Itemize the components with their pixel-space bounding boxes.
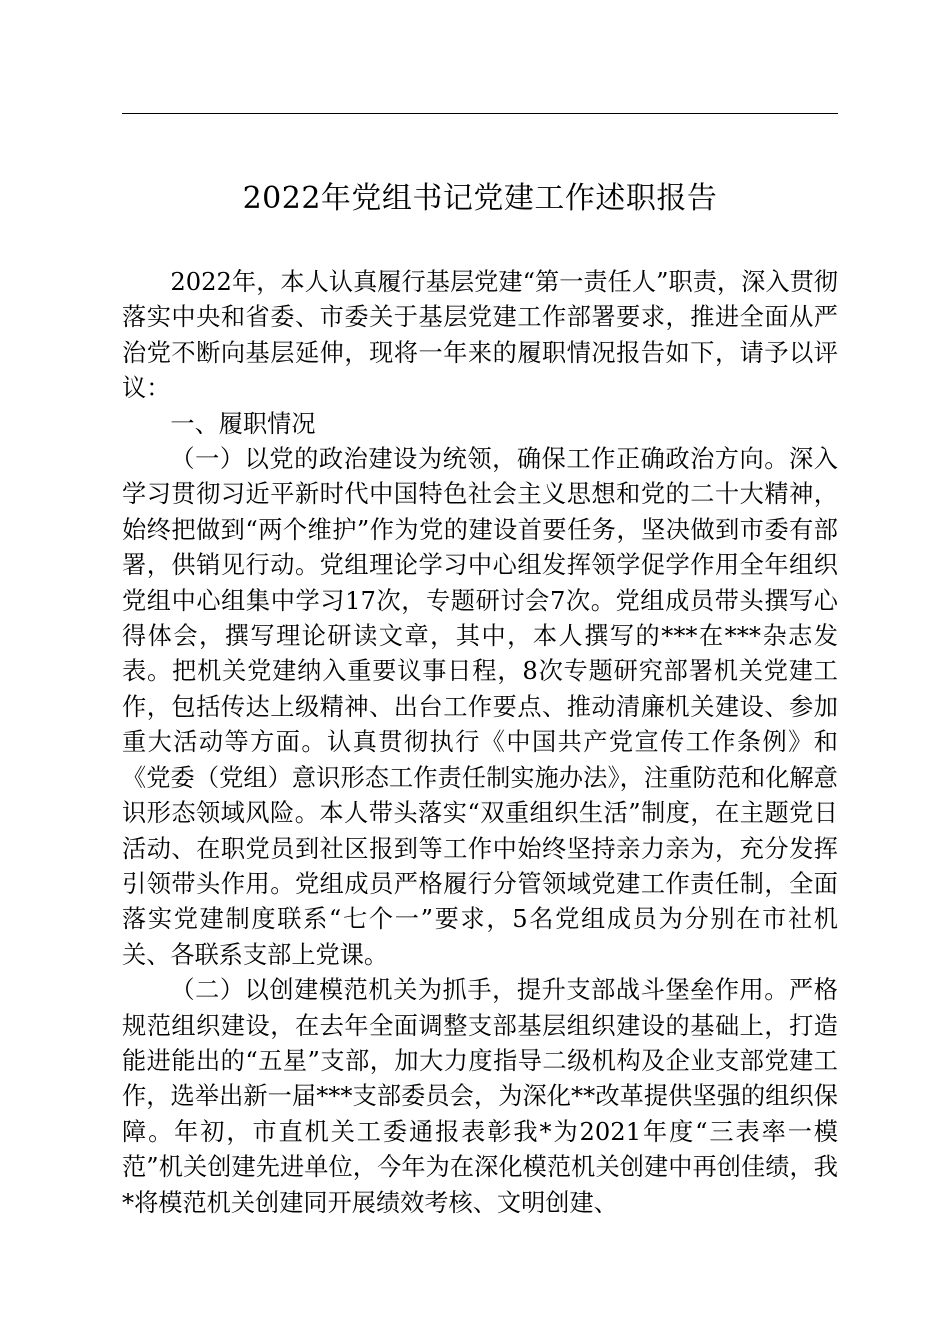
- paragraph-political-building: （一）以党的政治建设为统领，确保工作正确政治方向。深入学习贯彻习近平新时代中国特色社会主义思想和党的二十大精神，始终把做到“两个维护”作为党的建设首要任务，坚决做到市委有部署，供销见行动。党组理论学习中心组发挥领学促学作用全年组织党组中心组集中学习17次，专题研讨会7次。党组成员带头撰写心得体会，撰写理论研读文章，其中，本人撰写的***在***杂志发表。把机关党建纳入重要议事日程，8次专题研究部署机关党建工作，包括传达上级精神、出台工作要点、推动清廉机关建设、参加重大活动等方面。认真贯彻执行《中国共产党宣传工作条例》和《党委（党组）意识形态工作责任制实施办法》，注重防范和化解意识形态领域风险。本人带头落实“双重组织生活”制度，在主题党日活动、在职党员到社区报到等工作中始终坚持亲力亲为，充分发挥引领带头作用。党组成员严格履行分管领域党建工作责任制，全面落实党建制度联系“七个一”要求，5名党组成员为分别在市社机关、各联系支部上党课。: [122, 445, 838, 969]
- document-title: 2022年党组书记党建工作述职报告: [242, 181, 718, 216]
- section-heading-performance: 一、履职情况: [170, 409, 316, 438]
- paragraph-model-organ: （二）以创建模范机关为抓手，提升支部战斗堡垒作用。严格规范组织建设，在去年全面调整支部基层组织建设的基础上，打造能进能出的“五星”支部，加大力度指导二级机构及企业支部党建工作，选举出新一届***支部委员会，为深化**改革提供坚强的组织保障。年初，市直机关工委通报表彰我*为2021年度“三表率一模范”机关创建先进单位，今年为在深化模范机关创建中再创佳绩，我*将模范机关创建同开展绩效考核、文明创建、: [122, 976, 838, 1217]
- paragraph-intro: 2022年，本人认真履行基层党建“第一责任人”职责，深入贯彻落实中央和省委、市委关于基层党建工作部署要求，推进全面从严治党不断向基层延伸，现将一年来的履职情况报告如下，请予以评议：: [122, 268, 838, 403]
- header-rule: [122, 113, 838, 114]
- document-body: [122, 265, 838, 1221]
